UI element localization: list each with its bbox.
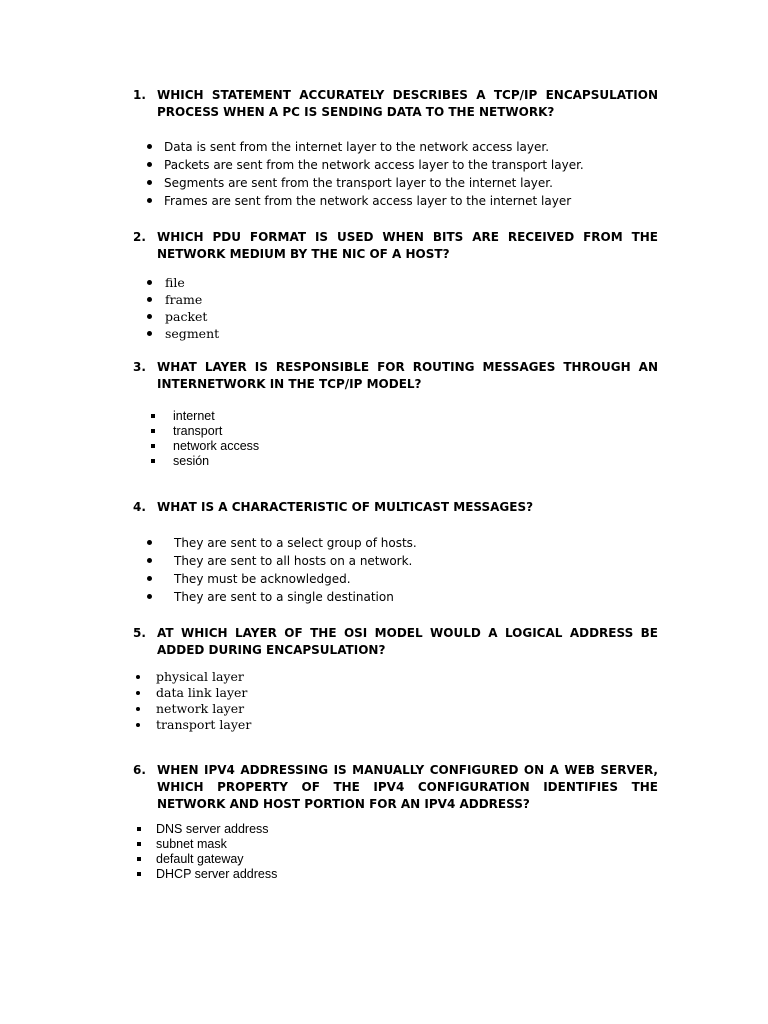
question-2 [133,229,658,263]
bullet-icon [147,180,152,185]
list-item: They must be acknowledged. [147,570,417,588]
square-bullet-icon [151,414,155,418]
list-item: packet [147,308,219,325]
question-text: WHEN IPV4 ADDRESSING IS MANUALLY CONFIGURED ON A WEB SERVER, WHICH PROPERTY OF THE IPV4 CONFIGURATION IDENTIFIES THE NETWORK AND HOST PORTION FOR AN IPV4 ADDRESS? [157,763,658,811]
bullet-icon [147,314,152,319]
square-bullet-icon [137,857,141,861]
bullet-icon [136,675,140,679]
list-item: They are sent to a single destination [147,588,417,606]
list-item: transport [151,424,259,439]
question-5 [133,625,658,659]
options-list-6 [137,822,277,882]
bullet-icon [136,691,140,695]
question-4 [133,499,658,516]
question-1 [133,87,658,121]
bullet-icon [136,723,140,727]
bullet-icon [147,144,152,149]
square-bullet-icon [151,459,155,463]
list-item: physical layer [136,669,251,685]
bullet-icon [147,162,152,167]
list-item: network layer [136,701,251,717]
list-item: transport layer [136,717,251,733]
list-item: DNS server address [137,822,277,837]
list-item: internet [151,409,259,424]
question-text: WHICH PDU FORMAT IS USED WHEN BITS ARE RECEIVED FROM THE NETWORK MEDIUM BY THE NIC OF A HOST? [157,230,658,261]
bullet-icon [147,198,152,203]
bullet-icon [136,707,140,711]
question-number: 6. [133,763,146,777]
square-bullet-icon [151,444,155,448]
list-item: They are sent to a select group of hosts. [147,534,417,552]
question-text: WHAT LAYER IS RESPONSIBLE FOR ROUTING MESSAGES THROUGH AN INTERNETWORK IN THE TCP/IP MODEL? [157,360,658,391]
list-item: default gateway [137,852,277,867]
question-6 [133,762,658,813]
bullet-icon [147,540,152,545]
list-item: subnet mask [137,837,277,852]
bullet-icon [147,576,152,581]
options-list-3 [151,409,259,469]
list-item: segment [147,325,219,342]
list-item: They are sent to all hosts on a network. [147,552,417,570]
list-item: Packets are sent from the network access layer to the transport layer. [147,156,584,174]
list-item: file [147,274,219,291]
list-item: Segments are sent from the transport layer to the internet layer. [147,174,584,192]
question-3 [133,359,658,393]
options-list-1 [147,138,584,210]
options-list-2 [147,274,219,342]
bullet-icon [147,331,152,336]
list-item: data link layer [136,685,251,701]
square-bullet-icon [137,872,141,876]
list-item: sesión [151,454,259,469]
bullet-icon [147,280,152,285]
question-number: 3. [133,360,146,374]
square-bullet-icon [137,842,141,846]
bullet-icon [147,594,152,599]
question-text: AT WHICH LAYER OF THE OSI MODEL WOULD A LOGICAL ADDRESS BE ADDED DURING ENCAPSULATION? [157,626,658,657]
list-item: network access [151,439,259,454]
bullet-icon [147,558,152,563]
question-text: WHICH STATEMENT ACCURATELY DESCRIBES A TCP/IP ENCAPSULATION PROCESS WHEN A PC IS SENDING DATA TO THE NETWORK? [157,88,658,119]
bullet-icon [147,297,152,302]
options-list-5 [136,669,251,733]
list-item: DHCP server address [137,867,277,882]
question-text: WHAT IS A CHARACTERISTIC OF MULTICAST MESSAGES? [157,500,534,514]
list-item: Frames are sent from the network access layer to the internet layer [147,192,584,210]
square-bullet-icon [151,429,155,433]
question-number: 1. [133,88,146,102]
question-number: 2. [133,230,146,244]
question-number: 4. [133,500,146,514]
question-number: 5. [133,626,146,640]
list-item: frame [147,291,219,308]
options-list-4 [147,534,417,606]
list-item: Data is sent from the internet layer to the network access layer. [147,138,584,156]
square-bullet-icon [137,827,141,831]
